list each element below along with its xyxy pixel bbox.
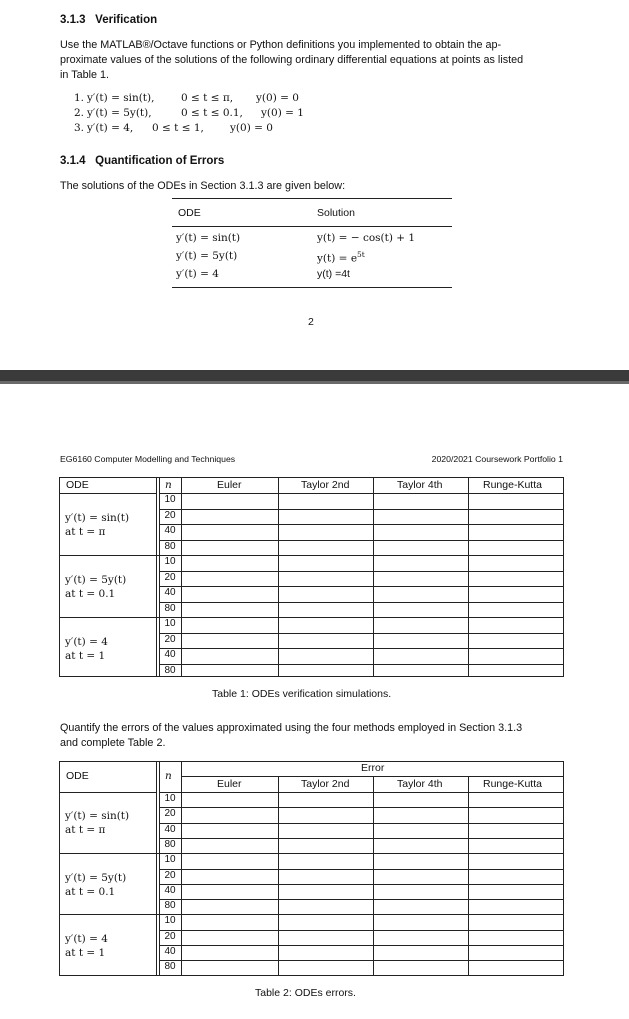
ode-label: y′(t) = sin(t) <box>65 511 130 524</box>
n-value: 40 <box>164 823 176 835</box>
table-row-rule <box>159 945 563 946</box>
col-header-ode: ODE <box>178 207 201 219</box>
header-course: EG6160 Computer Modelling and Techniques <box>60 454 236 464</box>
header-portfolio: 2020/2021 Coursework Portfolio 1 <box>431 454 563 464</box>
n-value: 20 <box>164 808 176 820</box>
ode-evaluation-point: at t = 1 <box>65 649 106 662</box>
n-value: 20 <box>164 571 176 583</box>
n-value: 10 <box>164 494 176 505</box>
n-value: 80 <box>164 900 176 912</box>
ode-label: y′(t) = 4 <box>65 932 108 945</box>
ode-evaluation-point: at t = π <box>65 525 106 538</box>
n-value: 10 <box>164 854 176 866</box>
solution-row-1-ode: y′(t) = sin(t) <box>176 232 241 244</box>
t2-header-error: Error <box>361 762 385 774</box>
col-header-solution: Solution <box>317 207 355 219</box>
table-row-rule <box>159 540 563 541</box>
t1-header-taylor2: Taylor 2nd <box>301 479 350 491</box>
n-value: 80 <box>164 664 176 676</box>
ode-label: y′(t) = 5y(t) <box>65 573 127 586</box>
table-row-rule <box>159 899 563 900</box>
intro-line-3: in Table 1. <box>60 69 110 81</box>
n-value: 20 <box>164 509 176 521</box>
n-value: 10 <box>164 793 176 804</box>
n-value: 20 <box>164 869 176 881</box>
n-value: 40 <box>164 587 176 598</box>
document-page-2 <box>0 0 629 370</box>
t1-header-taylor4: Taylor 4th <box>397 479 443 491</box>
table-rule-bottom <box>172 287 452 288</box>
section-heading-verification: 3.1.3 Verification <box>60 14 158 26</box>
ode-list-item-1: 1. y′(t) = sin(t), 0 ≤ t ≤ π, y(0) = 0 <box>74 92 299 104</box>
t2-header-euler: Euler <box>217 778 242 790</box>
table1-caption: Table 1: ODEs verification simulations. <box>212 688 392 700</box>
solution-row-1-solution: y(t) = − cos(t) + 1 <box>317 232 416 244</box>
n-value: 80 <box>164 838 176 850</box>
errors-table <box>59 761 564 976</box>
t1-header-n: n <box>165 479 172 491</box>
n-value: 20 <box>164 633 176 645</box>
table-row-rule <box>159 648 563 649</box>
page-divider <box>0 370 629 384</box>
table-row-rule <box>60 914 563 915</box>
ode-evaluation-point: at t = 0.1 <box>65 885 116 898</box>
table-rule-mid <box>172 226 452 227</box>
quantify-text-line-2: and complete Table 2. <box>60 737 166 749</box>
t1-header-ode: ODE <box>66 479 89 491</box>
table-row-rule <box>159 509 563 510</box>
t2-header-n: n <box>165 770 172 782</box>
ode-evaluation-point: at t = 0.1 <box>65 587 116 600</box>
n-value: 10 <box>164 556 176 567</box>
document-page-3 <box>0 384 629 1019</box>
verification-table <box>59 477 564 677</box>
ode-list-item-2: 2. y′(t) = 5y(t), 0 ≤ t ≤ 0.1, y(0) = 1 <box>74 107 304 119</box>
t2-header-runge-kutta: Runge-Kutta <box>483 778 542 790</box>
table-row-rule <box>159 960 563 961</box>
table-row-rule <box>159 664 563 665</box>
page-number: 2 <box>308 316 314 328</box>
quantify-text-line-1: Quantify the errors of the values approximated using the four methods employed in Section 3.1.3 <box>60 722 523 734</box>
n-value: 10 <box>164 915 176 927</box>
solution-row-3-ode: y′(t) = 4 <box>176 268 219 280</box>
table-row-rule <box>159 823 563 824</box>
table-row-rule <box>159 571 563 572</box>
table-row-rule <box>60 617 563 618</box>
t2-header-taylor2: Taylor 2nd <box>301 778 350 790</box>
table-row-rule <box>159 602 563 603</box>
ode-label: y′(t) = 4 <box>65 635 108 648</box>
t1-header-euler: Euler <box>217 479 242 491</box>
solution-row-2-ode: y′(t) = 5y(t) <box>176 250 238 262</box>
table-row-rule <box>60 555 563 556</box>
solution-row-3-solution: y(t) =4t <box>317 268 350 280</box>
intro-line-2: proximate values of the solutions of the following ordinary differential equations at points as listed <box>60 54 524 66</box>
table-row-rule <box>159 524 563 525</box>
ode-evaluation-point: at t = 1 <box>65 946 106 959</box>
n-value: 40 <box>164 946 176 957</box>
ode-label: y′(t) = sin(t) <box>65 810 130 823</box>
section-heading-quantification: 3.1.4 Quantification of Errors <box>60 155 225 167</box>
t2-header-ode: ODE <box>66 770 89 782</box>
t2-header-taylor4: Taylor 4th <box>397 778 443 790</box>
n-value: 40 <box>164 525 176 536</box>
n-value: 80 <box>164 961 176 973</box>
table-row-rule <box>159 633 563 634</box>
solution-row-2-solution: $y(t) = e^{5t}$ <box>317 250 365 265</box>
n-value: 20 <box>164 930 176 942</box>
table-rule-top <box>172 198 452 199</box>
ode-evaluation-point: at t = π <box>65 824 106 837</box>
table-row-rule <box>60 853 563 854</box>
table-row-rule <box>159 586 563 587</box>
table-row-rule <box>159 930 563 931</box>
table2-caption: Table 2: ODEs errors. <box>255 987 356 999</box>
solutions-intro: The solutions of the ODEs in Section 3.1.3 are given below: <box>60 180 346 192</box>
table-row-rule <box>159 807 563 808</box>
n-value: 80 <box>164 602 176 614</box>
n-value: 40 <box>164 649 176 660</box>
ode-label: y′(t) = 5y(t) <box>65 871 127 884</box>
table-row-rule <box>159 869 563 870</box>
ode-list-item-3: 3. y′(t) = 4, 0 ≤ t ≤ 1, y(0) = 0 <box>74 122 273 134</box>
n-value: 10 <box>164 618 176 629</box>
table-row-rule <box>159 884 563 885</box>
table-row-rule <box>159 838 563 839</box>
n-value: 80 <box>164 540 176 552</box>
t1-header-runge-kutta: Runge-Kutta <box>483 479 542 491</box>
n-value: 40 <box>164 884 176 896</box>
intro-line-1: Use the MATLAB®/Octave functions or Python definitions you implemented to obtain the ap- <box>60 39 502 51</box>
